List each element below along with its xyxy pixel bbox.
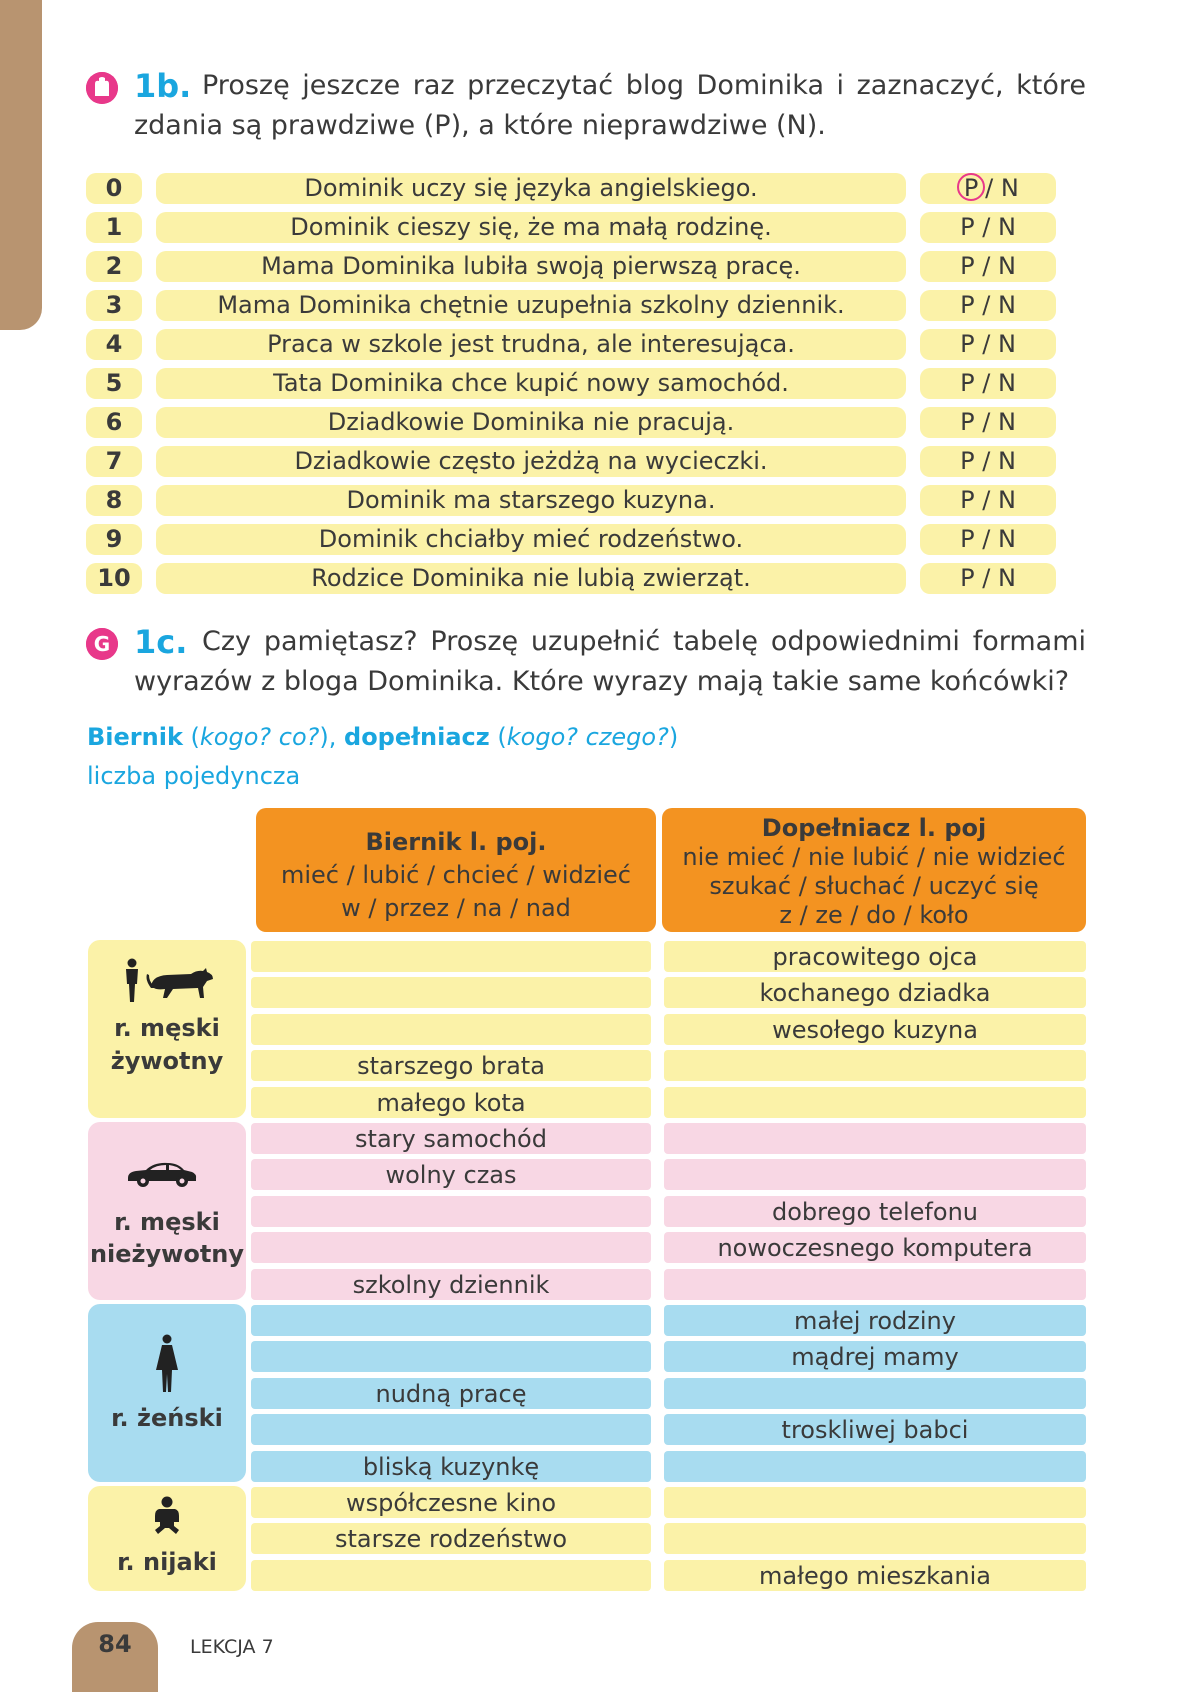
exercise-number: 1b.: [134, 67, 192, 105]
category-label: r. męski: [114, 1014, 220, 1042]
dopelniacz-cell: małego mieszkania: [664, 1560, 1086, 1591]
statement-text: Dominik cieszy się, że ma małą rodzinę.: [156, 212, 906, 243]
true-false-choice[interactable]: [920, 407, 1056, 438]
statement-number: 7: [86, 446, 142, 477]
answer-p[interactable]: P: [960, 447, 975, 475]
separator: ),: [319, 723, 345, 751]
statement-row: [86, 211, 1056, 250]
biernik-cell[interactable]: [251, 1014, 651, 1045]
instruction-line: zdania są prawdziwe (P), a które nieprawdziwe (N).: [134, 110, 826, 141]
statement-row: [86, 250, 1056, 289]
answer-p[interactable]: P: [960, 291, 975, 319]
true-false-choice[interactable]: [920, 251, 1056, 282]
biernik-cell: starsze rodzeństwo: [251, 1523, 651, 1554]
instruction-line: Proszę jeszcze raz przeczytać blog Dominika i zaznaczyć, które: [202, 70, 1086, 101]
statement-text: Tata Dominika chce kupić nowy samochód.: [156, 368, 906, 399]
statement-row: [86, 562, 1056, 601]
biernik-cell[interactable]: [251, 1305, 651, 1336]
answer-p[interactable]: P: [960, 330, 975, 358]
answer-n[interactable]: / N: [974, 408, 1016, 436]
header-line: mieć / lubić / chcieć / widzieć: [280, 861, 631, 889]
case-question: kogo? co?: [199, 723, 320, 751]
exercise-number: 1c.: [134, 623, 188, 661]
biernik-cell[interactable]: [251, 1414, 651, 1445]
paren: ): [668, 723, 679, 751]
true-false-choice[interactable]: [920, 446, 1056, 477]
answer-n[interactable]: / N: [974, 447, 1016, 475]
statement-number: 3: [86, 290, 142, 321]
dopelniacz-cell: nowoczesnego komputera: [664, 1232, 1086, 1263]
answer-p[interactable]: P: [960, 486, 975, 514]
biernik-cell: bliską kuzynkę: [251, 1451, 651, 1482]
true-false-choice[interactable]: [920, 524, 1056, 555]
statement-row: [86, 484, 1056, 523]
answer-n[interactable]: / N: [974, 252, 1016, 280]
true-false-choice[interactable]: [920, 173, 1056, 204]
dopelniacz-cell[interactable]: [664, 1451, 1086, 1482]
answer-n[interactable]: / N: [974, 564, 1016, 592]
statement-text: Mama Dominika lubiła swoją pierwszą pracę.: [156, 251, 906, 282]
dopelniacz-cell: małej rodziny: [664, 1305, 1086, 1336]
instruction-line: wyrazów z bloga Dominika. Które wyrazy mają takie same końcówki?: [134, 666, 1070, 697]
biernik-cell[interactable]: [251, 977, 651, 1008]
dopelniacz-cell[interactable]: [664, 1087, 1086, 1118]
statement-number: 8: [86, 485, 142, 516]
instruction-line: Czy pamiętasz? Proszę uzupełnić tabelę odpowiednimi formami: [202, 626, 1086, 657]
biernik-cell[interactable]: [251, 941, 651, 972]
dopelniacz-cell[interactable]: [664, 1378, 1086, 1409]
category-label: r. nijaki: [117, 1548, 217, 1576]
dopelniacz-cell: troskliwej babci: [664, 1414, 1086, 1445]
circled-answer: P: [957, 173, 985, 201]
category-masculine-animate: [88, 940, 246, 1118]
car-icon: [126, 1160, 198, 1192]
dopelniacz-cell: dobrego telefonu: [664, 1196, 1086, 1227]
dopelniacz-cell[interactable]: [664, 1050, 1086, 1081]
dopelniacz-cell: pracowitego ojca: [664, 941, 1086, 972]
true-false-choice[interactable]: [920, 212, 1056, 243]
biernik-cell: nudną pracę: [251, 1378, 651, 1409]
answer-n[interactable]: / N: [974, 525, 1016, 553]
statement-number: 6: [86, 407, 142, 438]
biernik-cell[interactable]: [251, 1232, 651, 1263]
statement-row: [86, 172, 1056, 211]
category-label: r. męski: [114, 1208, 220, 1236]
answer-p[interactable]: P: [960, 525, 975, 553]
statement-text: Rodzice Dominika nie lubią zwierząt.: [156, 563, 906, 594]
biernik-cell[interactable]: [251, 1341, 651, 1372]
page-number: 84: [98, 1630, 132, 1658]
case-question: kogo? czego?: [506, 723, 669, 751]
category-feminine: [88, 1304, 246, 1482]
true-false-choice[interactable]: [920, 290, 1056, 321]
answer-p[interactable]: P: [960, 564, 975, 592]
statement-row: [86, 367, 1056, 406]
number-label: liczba pojedyncza: [87, 762, 301, 790]
lesson-label: LEKCJA 7: [190, 1636, 274, 1658]
statement-row: [86, 523, 1056, 562]
biernik-cell: stary samochód: [251, 1123, 651, 1154]
answer-p[interactable]: P: [960, 213, 975, 241]
answer-n[interactable]: / N: [985, 174, 1019, 202]
statement-text: Dominik uczy się języka angielskiego.: [156, 173, 906, 204]
true-false-table: [86, 172, 1056, 601]
man-and-cat-icon: [121, 958, 217, 1008]
paren: (: [182, 723, 200, 751]
category-masculine-inanimate: [88, 1122, 246, 1300]
biernik-header: [256, 808, 656, 932]
dopelniacz-cell[interactable]: [664, 1269, 1086, 1300]
statement-text: Dominik ma starszego kuzyna.: [156, 485, 906, 516]
statement-text: Mama Dominika chętnie uzupełnia szkolny dziennik.: [156, 290, 906, 321]
true-false-choice[interactable]: [920, 368, 1056, 399]
biernik-cell[interactable]: [251, 1196, 651, 1227]
paren: (: [489, 723, 507, 751]
dopelniacz-cell[interactable]: [664, 1159, 1086, 1190]
category-label: żywotny: [110, 1047, 224, 1075]
statement-row: [86, 406, 1056, 445]
answer-n[interactable]: / N: [974, 213, 1016, 241]
statement-number: 5: [86, 368, 142, 399]
answer-n[interactable]: / N: [974, 291, 1016, 319]
exercise-1b-instruction: [86, 66, 1086, 150]
statement-number: 10: [86, 563, 142, 594]
answer-p[interactable]: P: [960, 369, 975, 397]
case-subheading: [87, 723, 678, 751]
category-neuter: [88, 1486, 246, 1591]
case-name: Biernik: [87, 723, 183, 751]
statement-text: Praca w szkole jest trudna, ale interesująca.: [156, 329, 906, 360]
dopelniacz-cell[interactable]: [664, 1487, 1086, 1518]
grammar-icon: [86, 628, 118, 660]
case-name: dopełniacz: [344, 723, 490, 751]
biernik-cell: małego kota: [251, 1087, 651, 1118]
header-line: szukać / słuchać / uczyć się: [709, 872, 1039, 900]
statement-text: Dziadkowie Dominika nie pracują.: [156, 407, 906, 438]
dopelniacz-cell: kochanego dziadka: [664, 977, 1086, 1008]
dopelniacz-cell: mądrej mamy: [664, 1341, 1086, 1372]
statement-number: 2: [86, 251, 142, 282]
header-line: nie mieć / nie lubić / nie widzieć: [682, 843, 1066, 871]
woman-icon: [154, 1334, 180, 1398]
biernik-cell: starszego brata: [251, 1050, 651, 1081]
category-label: r. żeński: [111, 1404, 223, 1432]
biernik-cell: wolny czas: [251, 1159, 651, 1190]
statement-row: [86, 445, 1056, 484]
statement-text: Dominik chciałby mieć rodzeństwo.: [156, 524, 906, 555]
header-title: Biernik l. poj.: [365, 828, 547, 856]
svg-text:G: G: [93, 632, 111, 656]
statement-number: 1: [86, 212, 142, 243]
dopelniacz-cell: wesołego kuzyna: [664, 1014, 1086, 1045]
true-false-choice[interactable]: [920, 485, 1056, 516]
side-tab-decoration: [0, 0, 42, 330]
dopelniacz-header: [662, 808, 1086, 932]
exercise-1c-instruction: [86, 622, 1086, 706]
biernik-cell: szkolny dziennik: [251, 1269, 651, 1300]
answer-p[interactable]: P: [960, 408, 975, 436]
statement-number: 0: [86, 173, 142, 204]
answer-p[interactable]: P: [960, 252, 975, 280]
category-label: nieżywotny: [89, 1240, 245, 1268]
header-title: Dopełniacz l. poj: [761, 814, 987, 842]
statement-row: [86, 328, 1056, 367]
statement-text: Dziadkowie często jeżdżą na wycieczki.: [156, 446, 906, 477]
answer-n[interactable]: / N: [974, 486, 1016, 514]
biernik-cell: współczesne kino: [251, 1487, 651, 1518]
header-line: w / przez / na / nad: [341, 894, 571, 922]
statement-number: 4: [86, 329, 142, 360]
baby-icon: [152, 1496, 182, 1540]
statement-row: [86, 289, 1056, 328]
header-line: z / ze / do / koło: [779, 901, 969, 929]
statement-number: 9: [86, 524, 142, 555]
dopelniacz-cell[interactable]: [664, 1523, 1086, 1554]
answer-n[interactable]: / N: [974, 369, 1016, 397]
true-false-choice[interactable]: [920, 329, 1056, 360]
reading-icon: [86, 72, 118, 104]
answer-n[interactable]: / N: [974, 330, 1016, 358]
biernik-cell[interactable]: [251, 1560, 651, 1591]
true-false-choice[interactable]: [920, 563, 1056, 594]
dopelniacz-cell[interactable]: [664, 1123, 1086, 1154]
